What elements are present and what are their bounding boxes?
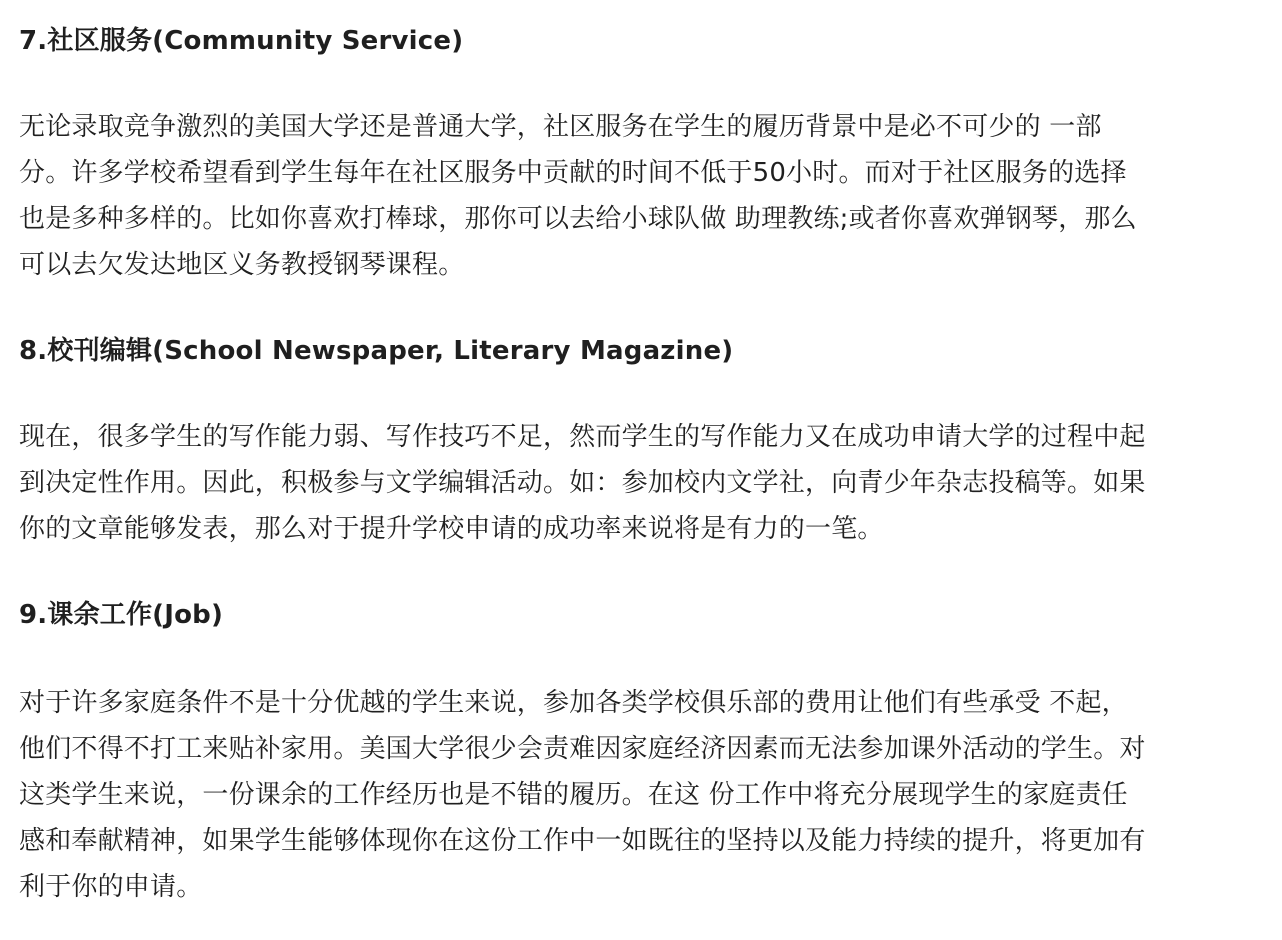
section-heading: 7.社区服务(Community Service) bbox=[19, 26, 464, 56]
paragraph-line: 他们不得不打工来贴补家用。美国大学很少会责难因家庭经济因素而无法参加课外活动的学生。对 bbox=[19, 734, 1146, 764]
paragraph-line: 可以去欠发达地区义务教授钢琴课程。 bbox=[19, 250, 465, 280]
paragraph-line: 无论录取竞争激烈的美国大学还是普通大学，社区服务在学生的履历背景中是必不可少的 一部 bbox=[19, 112, 1102, 142]
paragraph-line: 你的文章能够发表，那么对于提升学校申请的成功率来说将是有力的一笔。 bbox=[19, 514, 884, 544]
paragraph-line: 对于许多家庭条件不是十分优越的学生来说，参加各类学校俱乐部的费用让他们有些承受 不起， bbox=[19, 688, 1128, 718]
paragraph-line: 这类学生来说，一份课余的工作经历也是不错的履历。在这 份工作中将充分展现学生的家庭责任 bbox=[19, 780, 1128, 810]
section-heading: 9.课余工作(Job) bbox=[19, 600, 224, 630]
paragraph-line: 感和奉献精神，如果学生能够体现你在这份工作中一如既往的坚持以及能力持续的提升，将更加有 bbox=[19, 826, 1146, 856]
paragraph-line: 分。许多学校希望看到学生每年在社区服务中贡献的时间不低于50小时。而对于社区服务的选择 bbox=[19, 158, 1127, 188]
section-heading: 8.校刊编辑(School Newspaper, Literary Magazine) bbox=[19, 336, 734, 366]
paragraph-line: 也是多种多样的。比如你喜欢打棒球，那你可以去给小球队做 助理教练;或者你喜欢弹钢琴，那么 bbox=[19, 204, 1137, 234]
paragraph-line: 现在，很多学生的写作能力弱、写作技巧不足，然而学生的写作能力又在成功申请大学的过程中起 bbox=[19, 422, 1146, 452]
paragraph-line: 到决定性作用。因此，积极参与文学编辑活动。如：参加校内文学社，向青少年杂志投稿等。如果 bbox=[19, 468, 1146, 498]
paragraph-line: 利于你的申请。 bbox=[19, 872, 203, 902]
